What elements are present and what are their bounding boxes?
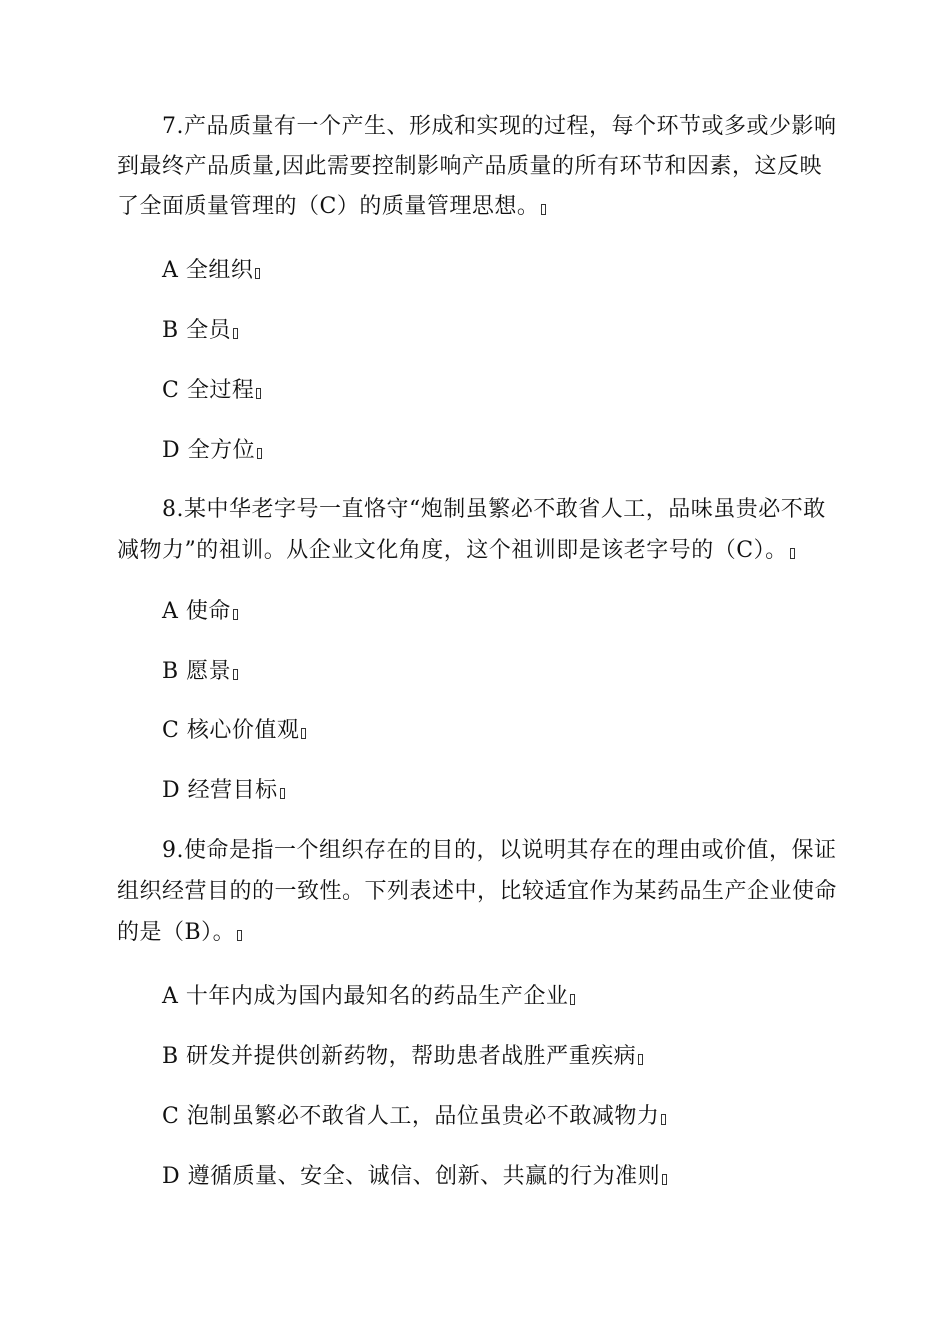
question-7-line-3 [0,192,950,222]
question-7-text-2: 到最终产品质量,因此需要控制影响产品质量的所有环节和因素，这反映 [117,154,822,179]
paragraph-mark-icon [233,328,238,339]
paragraph-mark-icon [233,669,238,680]
question-7-option-d [0,436,950,466]
paragraph-mark-icon [638,1054,643,1065]
option-text: C 核心价值观 [162,718,300,743]
question-7-text-1: 7.产品质量有一个产生、形成和实现的过程，每个环节或多或少影响 [162,114,837,139]
paragraph-mark-icon [570,994,575,1005]
question-8-option-b [0,657,950,687]
question-9-option-c [0,1102,950,1132]
paragraph-mark-icon [257,448,262,459]
question-9-line-1 [0,836,950,866]
question-9-line-3 [0,918,950,948]
paragraph-mark-icon [256,388,261,399]
option-text: A 十年内成为国内最知名的药品生产企业 [162,984,569,1009]
option-text: C 泡制虽繁必不敢省人工，品位虽贵必不敢减物力 [162,1104,660,1129]
paragraph-mark-icon [790,548,795,559]
question-9-text-2: 组织经营目的的一致性。下列表述中，比较适宜作为某药品生产企业使命 [117,879,838,904]
question-8-line-2 [0,536,950,566]
option-text: D 全方位 [162,438,256,463]
question-7-line-1 [0,112,950,142]
option-text: D 经营目标 [162,778,278,803]
question-7-text-3: 了全面质量管理的（C）的质量管理思想。 [117,194,540,219]
option-text: D 遵循质量、安全、诚信、创新、共赢的行为准则 [162,1164,661,1189]
question-8-line-1 [0,495,950,525]
question-8-option-c [0,716,950,746]
question-8-text-1: 8.某中华老字号一直恪守“炮制虽繁必不敢省人工，品味虽贵必不敢 [162,497,826,522]
question-8-option-a [0,597,950,627]
question-7-option-b [0,316,950,346]
question-7-line-2 [0,152,950,182]
question-9-text-3: 的是（B）。 [117,920,236,945]
option-text: A 全组织 [162,258,254,283]
question-9-option-d [0,1162,950,1192]
question-8-text-2: 减物力”的祖训。从企业文化角度，这个祖训即是该老字号的（C）。 [117,538,788,563]
question-9-option-b [0,1042,950,1072]
question-9-option-a [0,982,950,1012]
option-text: B 全员 [162,318,232,343]
paragraph-mark-icon [661,1114,666,1125]
paragraph-mark-icon [301,728,306,739]
option-text: A 使命 [162,599,231,624]
question-9-text-1: 9.使命是指一个组织存在的目的，以说明其存在的理由或价值，保证 [162,838,837,863]
paragraph-mark-icon [280,788,285,799]
paragraph-mark-icon [662,1174,667,1185]
option-text: B 研发并提供创新药物，帮助患者战胜严重疾病 [162,1044,637,1069]
question-8-option-d [0,776,950,806]
question-7-option-c [0,376,950,406]
paragraph-mark-icon [541,204,546,215]
question-7-option-a [0,256,950,286]
paragraph-mark-icon [237,930,242,941]
option-text: B 愿景 [162,659,232,684]
paragraph-mark-icon [233,609,238,620]
option-text: C 全过程 [162,378,255,403]
question-9-line-2 [0,877,950,907]
paragraph-mark-icon [255,268,260,279]
